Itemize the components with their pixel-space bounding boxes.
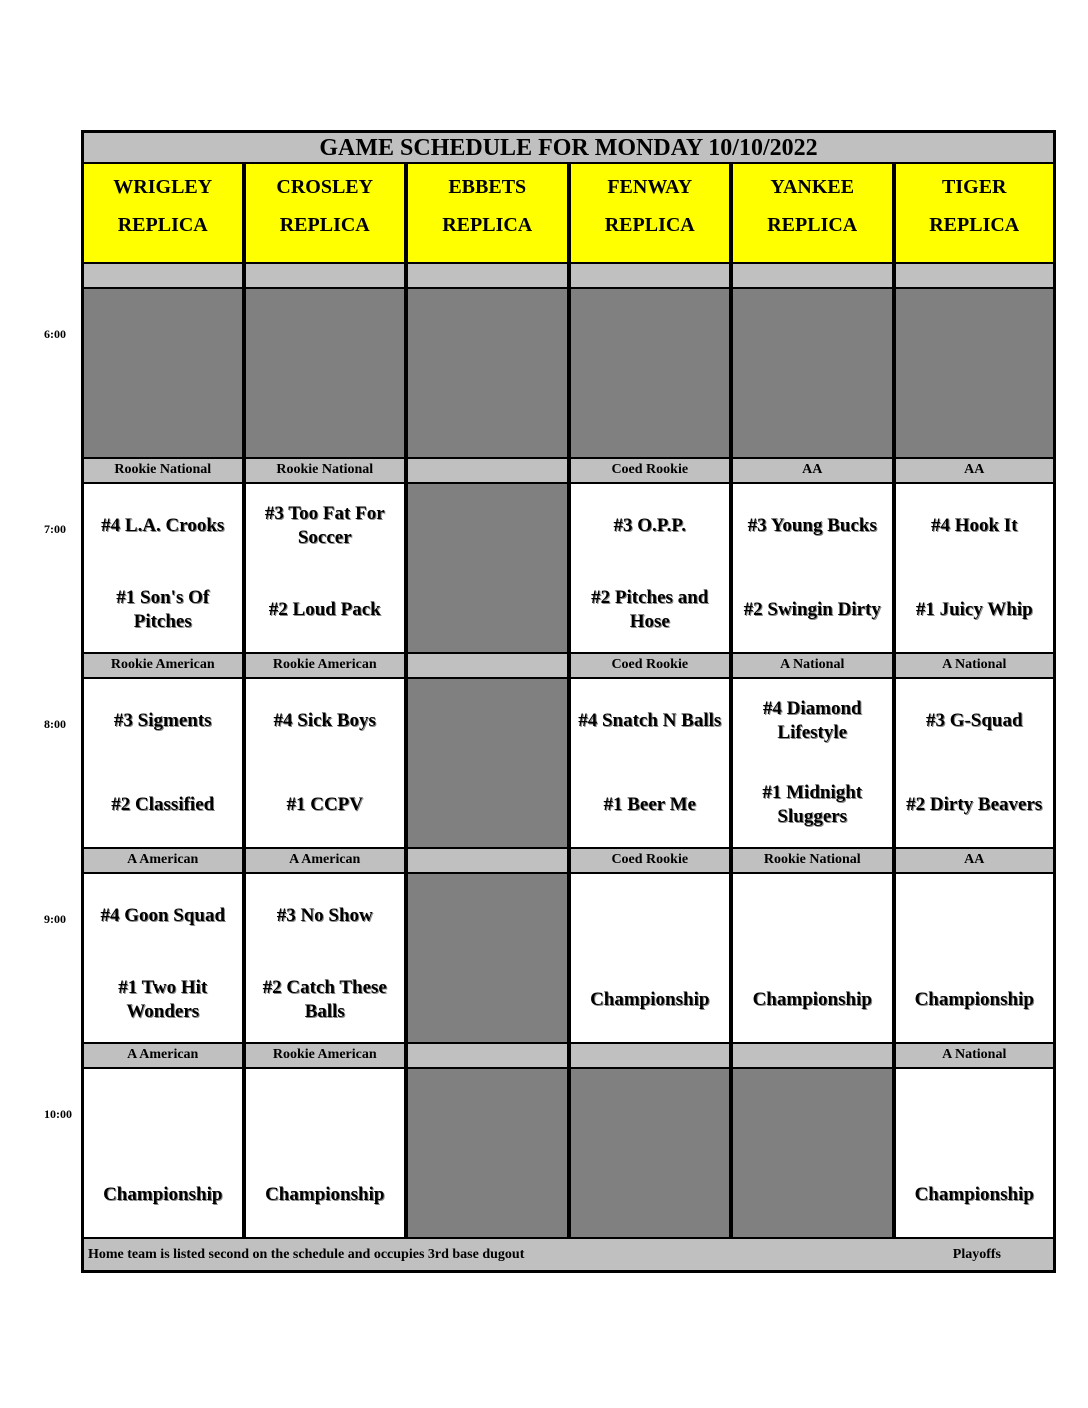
division-cell bbox=[731, 1044, 894, 1069]
closed-slot bbox=[569, 289, 732, 459]
time-label: 6:00 bbox=[44, 327, 66, 341]
footer-note: Home team is listed second on the schedule and occupies 3rd base dugout bbox=[88, 1246, 525, 1262]
game-slots bbox=[81, 459, 1056, 1239]
division-cell: Rookie American bbox=[81, 654, 244, 679]
footer-label: Playoffs bbox=[952, 1246, 1001, 1262]
time-label: 10:00 bbox=[44, 1107, 72, 1121]
away-team: #4 Goon Squad bbox=[100, 905, 226, 926]
division-cell bbox=[81, 264, 244, 289]
home-team: #2 Loud Pack bbox=[268, 599, 381, 620]
game-row bbox=[81, 484, 1056, 654]
away-team: #4 Hook It bbox=[930, 515, 1018, 536]
division-cell bbox=[569, 264, 732, 289]
footer-bar bbox=[81, 1239, 1056, 1273]
field-header-row bbox=[81, 164, 1056, 264]
time-label: 8:00 bbox=[44, 717, 66, 731]
away-team bbox=[896, 1083, 1054, 1139]
away-team: #3 G-Squad bbox=[925, 710, 1023, 731]
away-team: #4 Diamond Lifestyle bbox=[762, 698, 862, 743]
division-cell: Coed Rookie bbox=[569, 849, 732, 874]
division-cell bbox=[406, 849, 569, 874]
game-cell bbox=[81, 1069, 244, 1239]
field-header: YANKEE REPLICA bbox=[731, 164, 894, 264]
division-cell: A National bbox=[731, 654, 894, 679]
division-cell: A National bbox=[894, 654, 1057, 679]
closed-slot bbox=[406, 679, 569, 849]
division-cell bbox=[731, 264, 894, 289]
away-team: #3 Young Bucks bbox=[747, 515, 877, 536]
away-team: #3 Sigments bbox=[113, 710, 212, 731]
division-cell: Rookie American bbox=[244, 654, 407, 679]
field-header: CROSLEY REPLICA bbox=[244, 164, 407, 264]
time-label: 7:00 bbox=[44, 522, 66, 536]
away-team: #3 Too Fat For Soccer bbox=[264, 503, 385, 548]
game-cell bbox=[81, 874, 244, 1044]
field-header: FENWAY REPLICA bbox=[569, 164, 732, 264]
game-row bbox=[81, 874, 1056, 1044]
closed-slot bbox=[894, 289, 1057, 459]
home-team: #1 Two Hit Wonders bbox=[118, 977, 208, 1022]
game-cell bbox=[894, 1069, 1057, 1239]
away-team: #3 No Show bbox=[276, 905, 373, 926]
game-cell bbox=[731, 874, 894, 1044]
closed-slot bbox=[244, 289, 407, 459]
game-cell bbox=[731, 484, 894, 654]
game-row bbox=[81, 1069, 1056, 1239]
home-team: #1 Juicy Whip bbox=[915, 599, 1033, 620]
division-cell: Rookie National bbox=[731, 849, 894, 874]
game-cell bbox=[894, 484, 1057, 654]
away-team: #4 L.A. Crooks bbox=[101, 515, 225, 536]
division-cell: A National bbox=[894, 1044, 1057, 1069]
division-row bbox=[81, 459, 1056, 484]
field-header: TIGER REPLICA bbox=[894, 164, 1057, 264]
home-team: #1 Beer Me bbox=[603, 794, 696, 815]
division-cell: A American bbox=[81, 849, 244, 874]
division-cell: Rookie National bbox=[81, 459, 244, 484]
division-row bbox=[81, 1044, 1056, 1069]
closed-slot bbox=[731, 1069, 894, 1239]
game-cell bbox=[569, 484, 732, 654]
game-cell bbox=[569, 874, 732, 1044]
slot-row-6 bbox=[81, 289, 1056, 459]
division-cell bbox=[406, 459, 569, 484]
division-row bbox=[81, 654, 1056, 679]
game-cell bbox=[244, 484, 407, 654]
home-team: #1 CCPV bbox=[286, 794, 364, 815]
home-team: Championship bbox=[590, 989, 710, 1010]
home-team: Championship bbox=[914, 989, 1034, 1010]
game-cell bbox=[569, 679, 732, 849]
away-team: #3 O.P.P. bbox=[613, 515, 686, 536]
game-cell bbox=[894, 679, 1057, 849]
closed-slot bbox=[731, 289, 894, 459]
division-cell: Coed Rookie bbox=[569, 654, 732, 679]
away-team: #4 Sick Boys bbox=[273, 710, 376, 731]
closed-slot bbox=[406, 289, 569, 459]
field-header: EBBETS REPLICA bbox=[406, 164, 569, 264]
schedule-title: GAME SCHEDULE FOR MONDAY 10/10/2022 bbox=[81, 130, 1056, 164]
game-cell bbox=[81, 484, 244, 654]
division-row bbox=[81, 264, 1056, 289]
away-team: #4 Snatch N Balls bbox=[578, 710, 722, 731]
division-cell bbox=[244, 264, 407, 289]
division-cell bbox=[894, 264, 1057, 289]
away-team bbox=[84, 1083, 242, 1139]
division-cell: AA bbox=[894, 459, 1057, 484]
division-cell: Rookie National bbox=[244, 459, 407, 484]
game-cell bbox=[244, 679, 407, 849]
time-label: 9:00 bbox=[44, 912, 66, 926]
game-cell bbox=[731, 679, 894, 849]
division-cell: AA bbox=[894, 849, 1057, 874]
home-team: Championship bbox=[265, 1184, 385, 1205]
division-cell bbox=[406, 264, 569, 289]
home-team: #1 Son's Of Pitches bbox=[116, 587, 210, 632]
home-team: #2 Pitches and Hose bbox=[591, 587, 709, 632]
away-team bbox=[896, 888, 1054, 944]
schedule-sheet bbox=[81, 130, 1056, 1273]
closed-slot bbox=[406, 484, 569, 654]
division-cell: A American bbox=[244, 849, 407, 874]
home-team: #2 Classified bbox=[111, 794, 215, 815]
division-cell bbox=[406, 1044, 569, 1069]
home-team: #2 Dirty Beavers bbox=[906, 794, 1043, 815]
division-cell bbox=[406, 654, 569, 679]
game-cell bbox=[81, 679, 244, 849]
home-team: Championship bbox=[914, 1184, 1034, 1205]
home-team: #2 Swingin Dirty bbox=[743, 599, 881, 620]
game-row bbox=[81, 679, 1056, 849]
home-team: Championship bbox=[103, 1184, 223, 1205]
division-cell bbox=[569, 1044, 732, 1069]
game-cell bbox=[244, 874, 407, 1044]
away-team bbox=[246, 1083, 405, 1139]
away-team bbox=[571, 888, 730, 944]
division-cell: A American bbox=[81, 1044, 244, 1069]
game-cell bbox=[244, 1069, 407, 1239]
away-team bbox=[733, 888, 892, 944]
division-cell: AA bbox=[731, 459, 894, 484]
division-cell: Coed Rookie bbox=[569, 459, 732, 484]
home-team: #2 Catch These Balls bbox=[262, 977, 387, 1022]
division-row bbox=[81, 849, 1056, 874]
division-cell: Rookie American bbox=[244, 1044, 407, 1069]
closed-slot bbox=[406, 874, 569, 1044]
closed-slot bbox=[569, 1069, 732, 1239]
home-team: #1 Midnight Sluggers bbox=[762, 782, 863, 827]
home-team: Championship bbox=[752, 989, 872, 1010]
game-cell bbox=[894, 874, 1057, 1044]
field-header: WRIGLEY REPLICA bbox=[81, 164, 244, 264]
closed-slot bbox=[406, 1069, 569, 1239]
closed-slot bbox=[81, 289, 244, 459]
